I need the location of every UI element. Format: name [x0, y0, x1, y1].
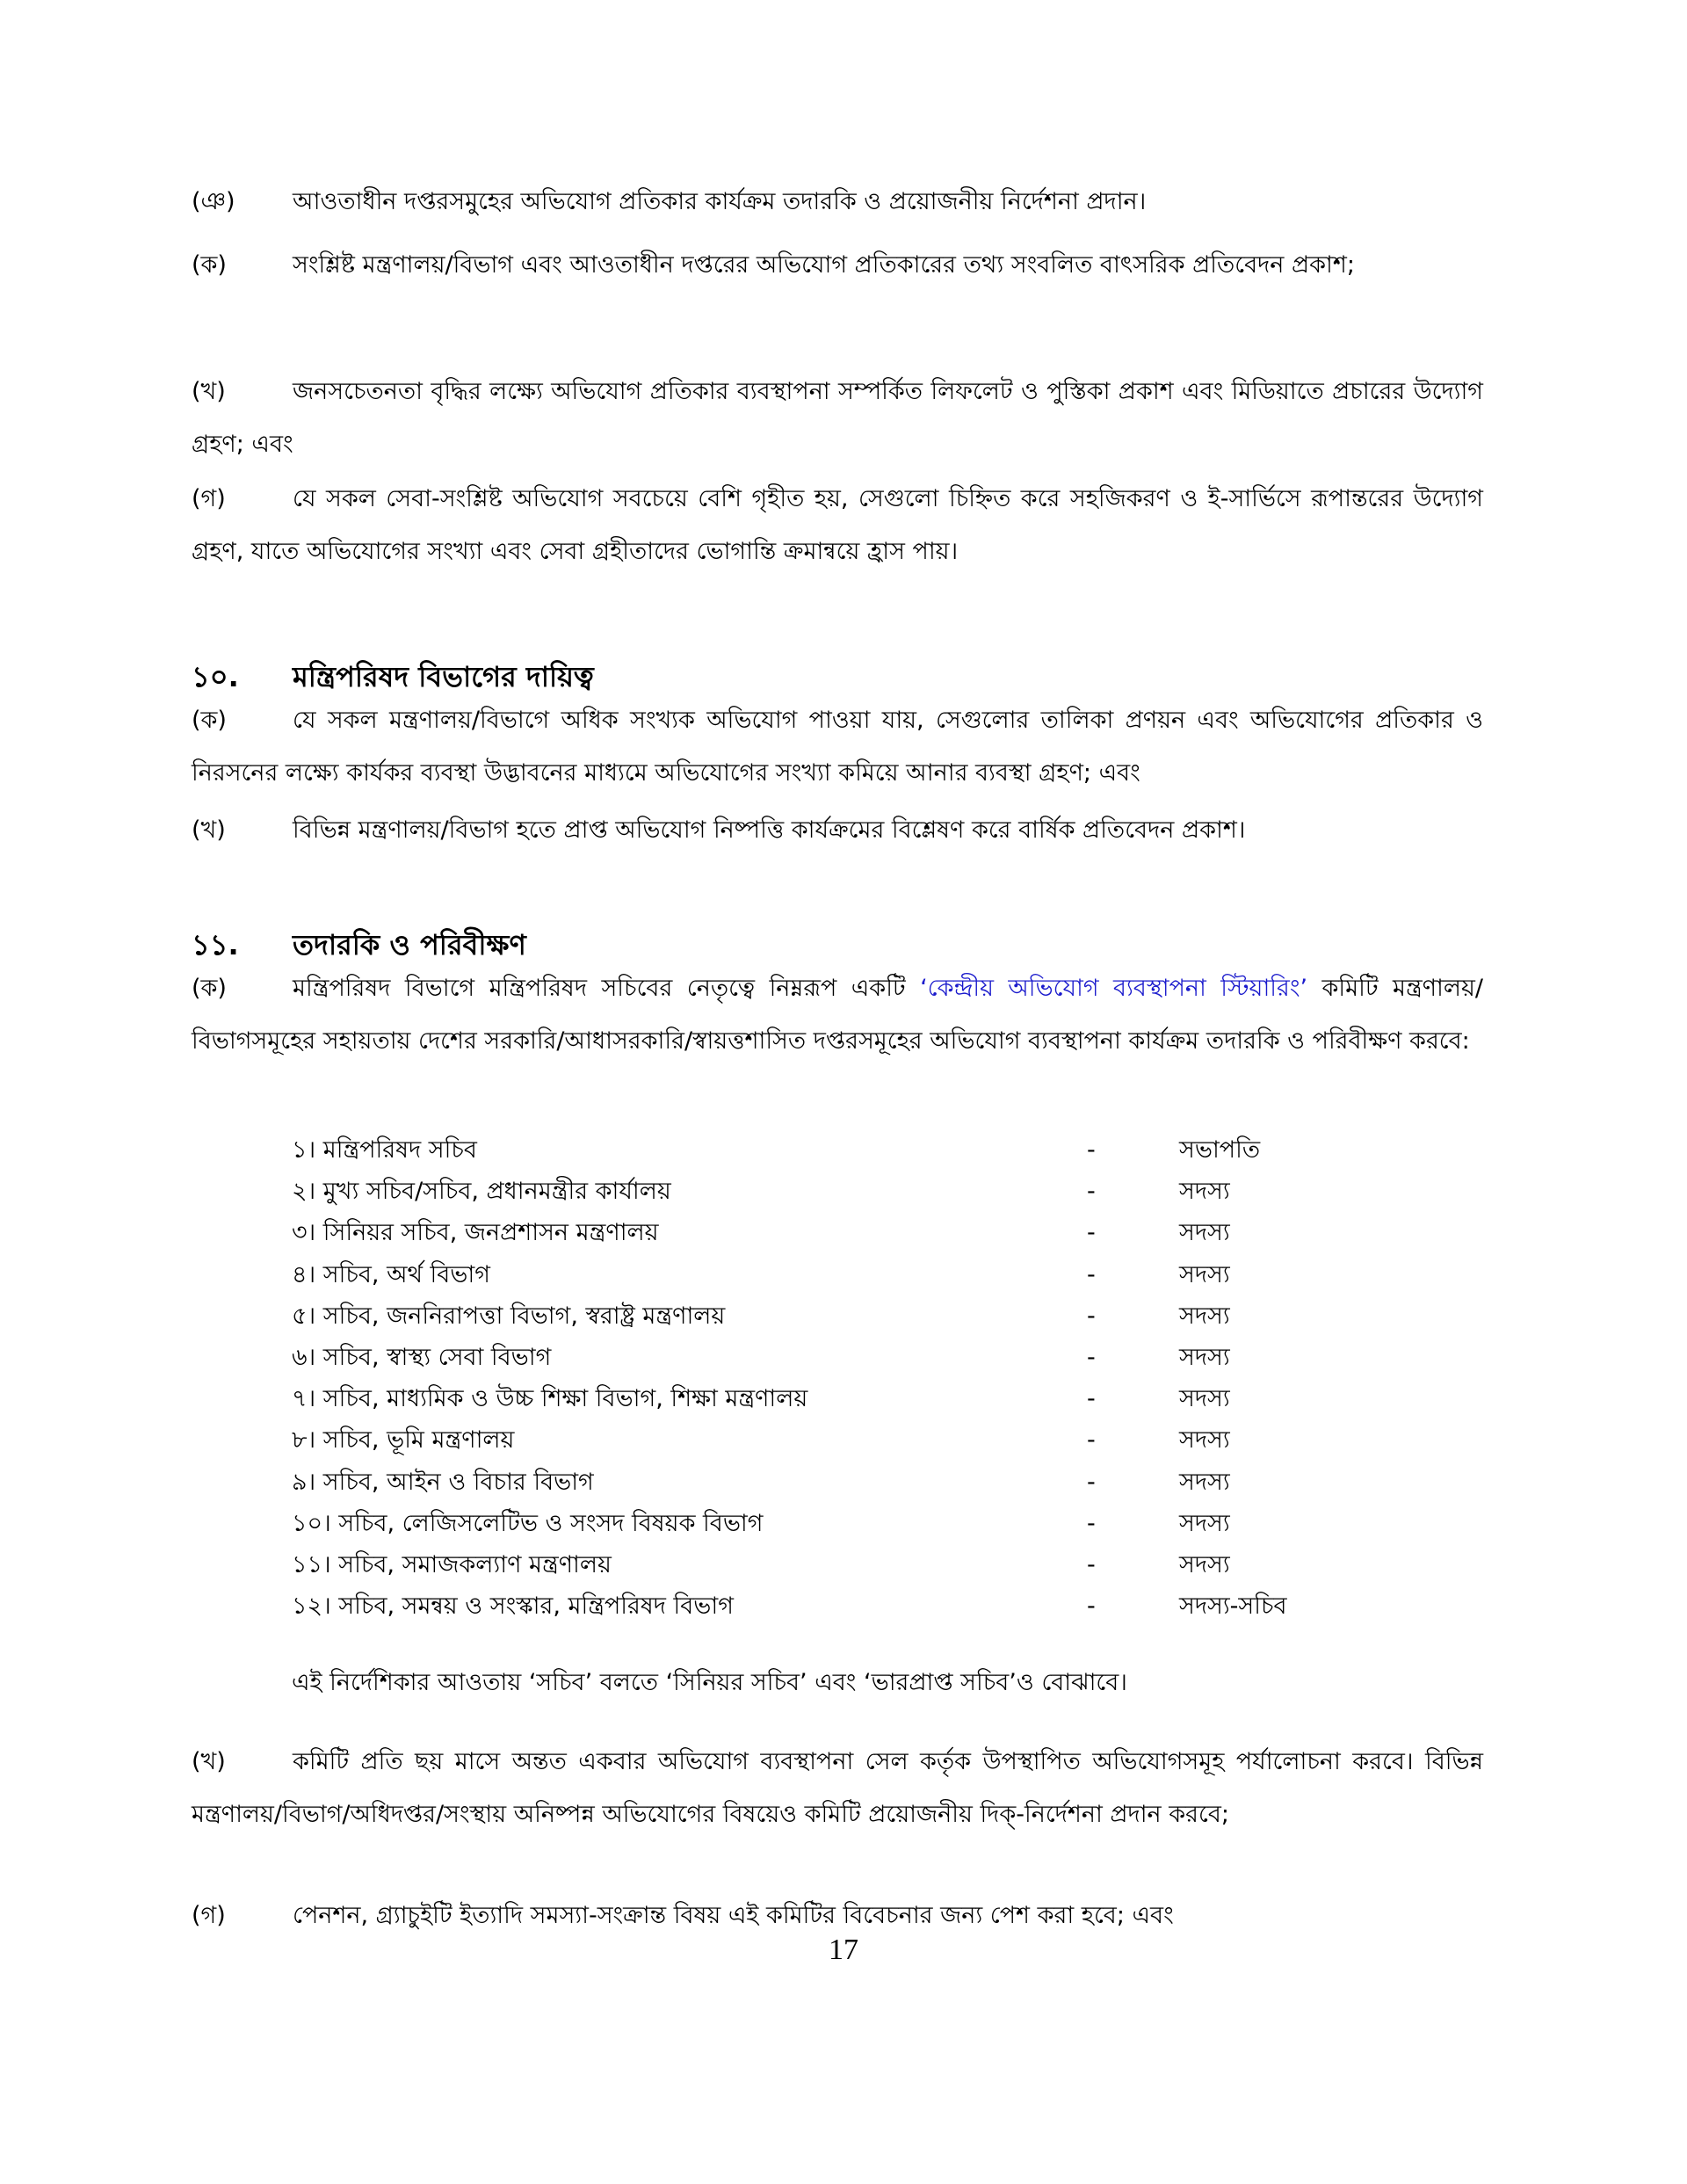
committee-member-row	[292, 1419, 1346, 1461]
member-dash: -	[1087, 1509, 1096, 1537]
item-text: যে সকল সেবা-সংশ্লিষ্ট অভিযোগ সবচেয়ে বেশি গৃহীত হয়, সেগুলো চিহ্নিত করে সহজিকরণ ও ই-সার্ভিসে রূপান্তরের উদ্যোগ গ্রহণ, যাতে অভিযোগের সংখ্যা এবং সেবা গ্রহীতাদের ভোগান্তি ক্রমান্বয়ে হ্রাস পায়।	[192, 485, 1483, 565]
paragraph-intro-nya	[192, 176, 1483, 229]
member-dash: -	[1087, 1550, 1096, 1578]
item-label: (খ)	[192, 378, 226, 405]
member-name: ১০। সচিব, লেজিসলেটিভ ও সংসদ বিষয়ক বিভাগ	[292, 1509, 764, 1537]
member-role: সদস্য	[1179, 1426, 1230, 1455]
page-number: 17	[829, 1934, 858, 1966]
member-dash: -	[1087, 1178, 1096, 1206]
member-name: ৩। সিনিয়র সচিব, জনপ্রশাসন মন্ত্রণালয়	[292, 1219, 659, 1247]
section-number: ১০.	[192, 660, 239, 693]
member-role: সদস্য	[1179, 1178, 1230, 1206]
member-dash: -	[1087, 1302, 1096, 1330]
section-10-heading	[192, 655, 594, 699]
committee-member-list	[292, 1129, 1346, 1627]
item-text: আওতাধীন দপ্তরসমুহের অভিযোগ প্রতিকার কার্যক্রম তদারকি ও প্রয়োজনীয় নির্দেশনা প্রদান।	[293, 188, 1147, 215]
item-label: (খ)	[192, 1748, 226, 1775]
item-text: কমিটি প্রতি ছয় মাসে অন্তত একবার অভিযোগ ব্যবস্থাপনা সেল কর্তৃক উপস্থাপিত অভিযোগসমূহ পর্যালোচনা করবে। বিভিন্ন মন্ত্রণালয়/বিভাগ/অধিদপ্তর/সংস্থায় অনিষ্পন্ন অভিযোগের বিষয়েও কমিটি প্রয়োজনীয় দিক্-নির্দেশনা প্রদান করবে;	[192, 1748, 1483, 1828]
member-role: সদস্য	[1179, 1302, 1230, 1330]
member-dash: -	[1087, 1136, 1096, 1164]
member-role: সদস্য	[1179, 1343, 1230, 1371]
committee-member-row	[292, 1544, 1346, 1585]
member-name: ৬। সচিব, স্বাস্থ্য সেবা বিভাগ	[292, 1343, 552, 1371]
item-label: (ঞ)	[192, 188, 235, 215]
member-name: ৪। সচিব, অর্থ বিভাগ	[292, 1260, 490, 1288]
section-number: ১১.	[192, 928, 239, 961]
paragraph-s10-kha	[192, 804, 1483, 857]
member-name: ৮। সচিব, ভূমি মন্ত্রণালয়	[292, 1426, 515, 1455]
member-name: ৫। সচিব, জননিরাপত্তা বিভাগ, স্বরাষ্ট্র মন্ত্রণালয়	[292, 1302, 726, 1330]
member-role: সদস্য	[1179, 1260, 1230, 1288]
member-role: সদস্য	[1179, 1509, 1230, 1537]
paragraph-intro-ka	[192, 239, 1483, 292]
item-text: জনসচেতনতা বৃদ্ধির লক্ষ্যে অভিযোগ প্রতিকার ব্যবস্থাপনা সম্পর্কিত লিফলেট ও পুস্তিকা প্রকাশ এবং মিডিয়াতে প্রচারের উদ্যোগ গ্রহণ; এবং	[192, 378, 1483, 458]
member-dash: -	[1087, 1343, 1096, 1371]
member-dash: -	[1087, 1468, 1096, 1496]
item-label: (ক)	[192, 707, 227, 734]
item-label: (গ)	[192, 1902, 226, 1929]
member-name: ১১। সচিব, সমাজকল্যাণ মন্ত্রণালয়	[292, 1550, 612, 1578]
committee-name-highlight: ‘কেন্দ্রীয় অভিযোগ ব্যবস্থাপনা স্টিয়ারিং’	[920, 975, 1308, 1002]
paragraph-s11-kha	[192, 1736, 1483, 1841]
member-role: সদস্য	[1179, 1385, 1230, 1413]
member-role: সদস্য	[1179, 1468, 1230, 1496]
member-dash: -	[1087, 1219, 1096, 1247]
committee-member-row	[292, 1129, 1346, 1171]
committee-member-row	[292, 1462, 1346, 1503]
section-title: মন্ত্রিপরিষদ বিভাগের দায়িত্ব	[293, 660, 594, 693]
committee-member-row	[292, 1585, 1346, 1627]
paragraph-intro-kha	[192, 366, 1483, 471]
paragraph-s11-ka	[192, 962, 1483, 1068]
committee-member-row	[292, 1378, 1346, 1419]
committee-member-row	[292, 1212, 1346, 1253]
member-name: ৯। সচিব, আইন ও বিচার বিভাগ	[292, 1468, 594, 1496]
item-text: যে সকল মন্ত্রণালয়/বিভাগে অধিক সংখ্যক অভিযোগ পাওয়া যায়, সেগুলোর তালিকা প্রণয়ন এবং অভিযোগের প্রতিকার ও নিরসনের লক্ষ্যে কার্যকর ব্যবস্থা উদ্ভাবনের মাধ্যমে অভিযোগের সংখ্যা কমিয়ে আনার ব্যবস্থা গ্রহণ; এবং	[192, 707, 1483, 787]
member-name: ৭। সচিব, মাধ্যমিক ও উচ্চ শিক্ষা বিভাগ, শিক্ষা মন্ত্রণালয়	[292, 1385, 808, 1413]
member-dash: -	[1087, 1426, 1096, 1455]
member-dash: -	[1087, 1385, 1096, 1413]
item-label: (ক)	[192, 975, 227, 1002]
member-name: ২। মুখ্য সচিব/সচিব, প্রধানমন্ত্রীর কার্যালয়	[292, 1178, 671, 1206]
member-role: সদস্য	[1179, 1219, 1230, 1247]
member-dash: -	[1087, 1593, 1096, 1621]
item-text: পেনশন, গ্র্যাচুইটি ইত্যাদি সমস্যা-সংক্রান্ত বিষয় এই কমিটির বিবেচনার জন্য পেশ করা হবে; এবং	[293, 1902, 1174, 1929]
member-name: ১২। সচিব, সমন্বয় ও সংস্কার, মন্ত্রিপরিষদ বিভাগ	[292, 1593, 734, 1621]
item-text: মন্ত্রিপরিষদ বিভাগে মন্ত্রিপরিষদ সচিবের নেতৃত্বে নিম্নরূপ একটি	[293, 975, 921, 1002]
item-text: সংশ্লিষ্ট মন্ত্রণালয়/বিভাগ এবং আওতাধীন দপ্তরের অভিযোগ প্রতিকারের তথ্য সংবলিত বাৎসরিক প্রতিবেদন প্রকাশ;	[293, 251, 1355, 279]
paragraph-s10-ka	[192, 694, 1483, 800]
committee-member-row	[292, 1295, 1346, 1337]
member-dash: -	[1087, 1260, 1096, 1288]
committee-member-row	[292, 1337, 1346, 1378]
item-text-continued: কমিটি মন্ত্রণালয়/বিভাগসমূহের সহায়তায় দেশের সরকারি/আধাসরকারি/স্বায়ত্তশাসিত দপ্তরসমূহের অভিযোগ ব্যবস্থাপনা কার্যক্রম তদারকি ও পরিবীক্ষণ করবে:	[192, 975, 1484, 1055]
item-label: (ক)	[192, 251, 227, 279]
item-label: (গ)	[192, 485, 226, 512]
committee-member-row	[292, 1254, 1346, 1295]
item-label: (খ)	[192, 816, 226, 844]
section-11-heading	[192, 923, 526, 967]
member-role: সভাপতি	[1179, 1136, 1261, 1164]
secretary-definition-note: এই নির্দেশিকার আওতায় ‘সচিব’ বলতে ‘সিনিয়র সচিব’ এবং ‘ভারপ্রাপ্ত সচিব’ও বোঝাবে।	[292, 1669, 1127, 1696]
member-name: ১। মন্ত্রিপরিষদ সচিব	[292, 1136, 477, 1164]
member-role: সদস্য	[1179, 1550, 1230, 1578]
section-title: তদারকি ও পরিবীক্ষণ	[293, 928, 526, 961]
item-text: বিভিন্ন মন্ত্রণালয়/বিভাগ হতে প্রাপ্ত অভিযোগ নিষ্পত্তি কার্যক্রমের বিশ্লেষণ করে বার্ষিক প্রতিবেদন প্রকাশ।	[293, 816, 1246, 844]
committee-member-row	[292, 1503, 1346, 1544]
paragraph-intro-ga	[192, 473, 1483, 578]
committee-member-row	[292, 1171, 1346, 1212]
member-role: সদস্য-সচিব	[1179, 1593, 1287, 1621]
